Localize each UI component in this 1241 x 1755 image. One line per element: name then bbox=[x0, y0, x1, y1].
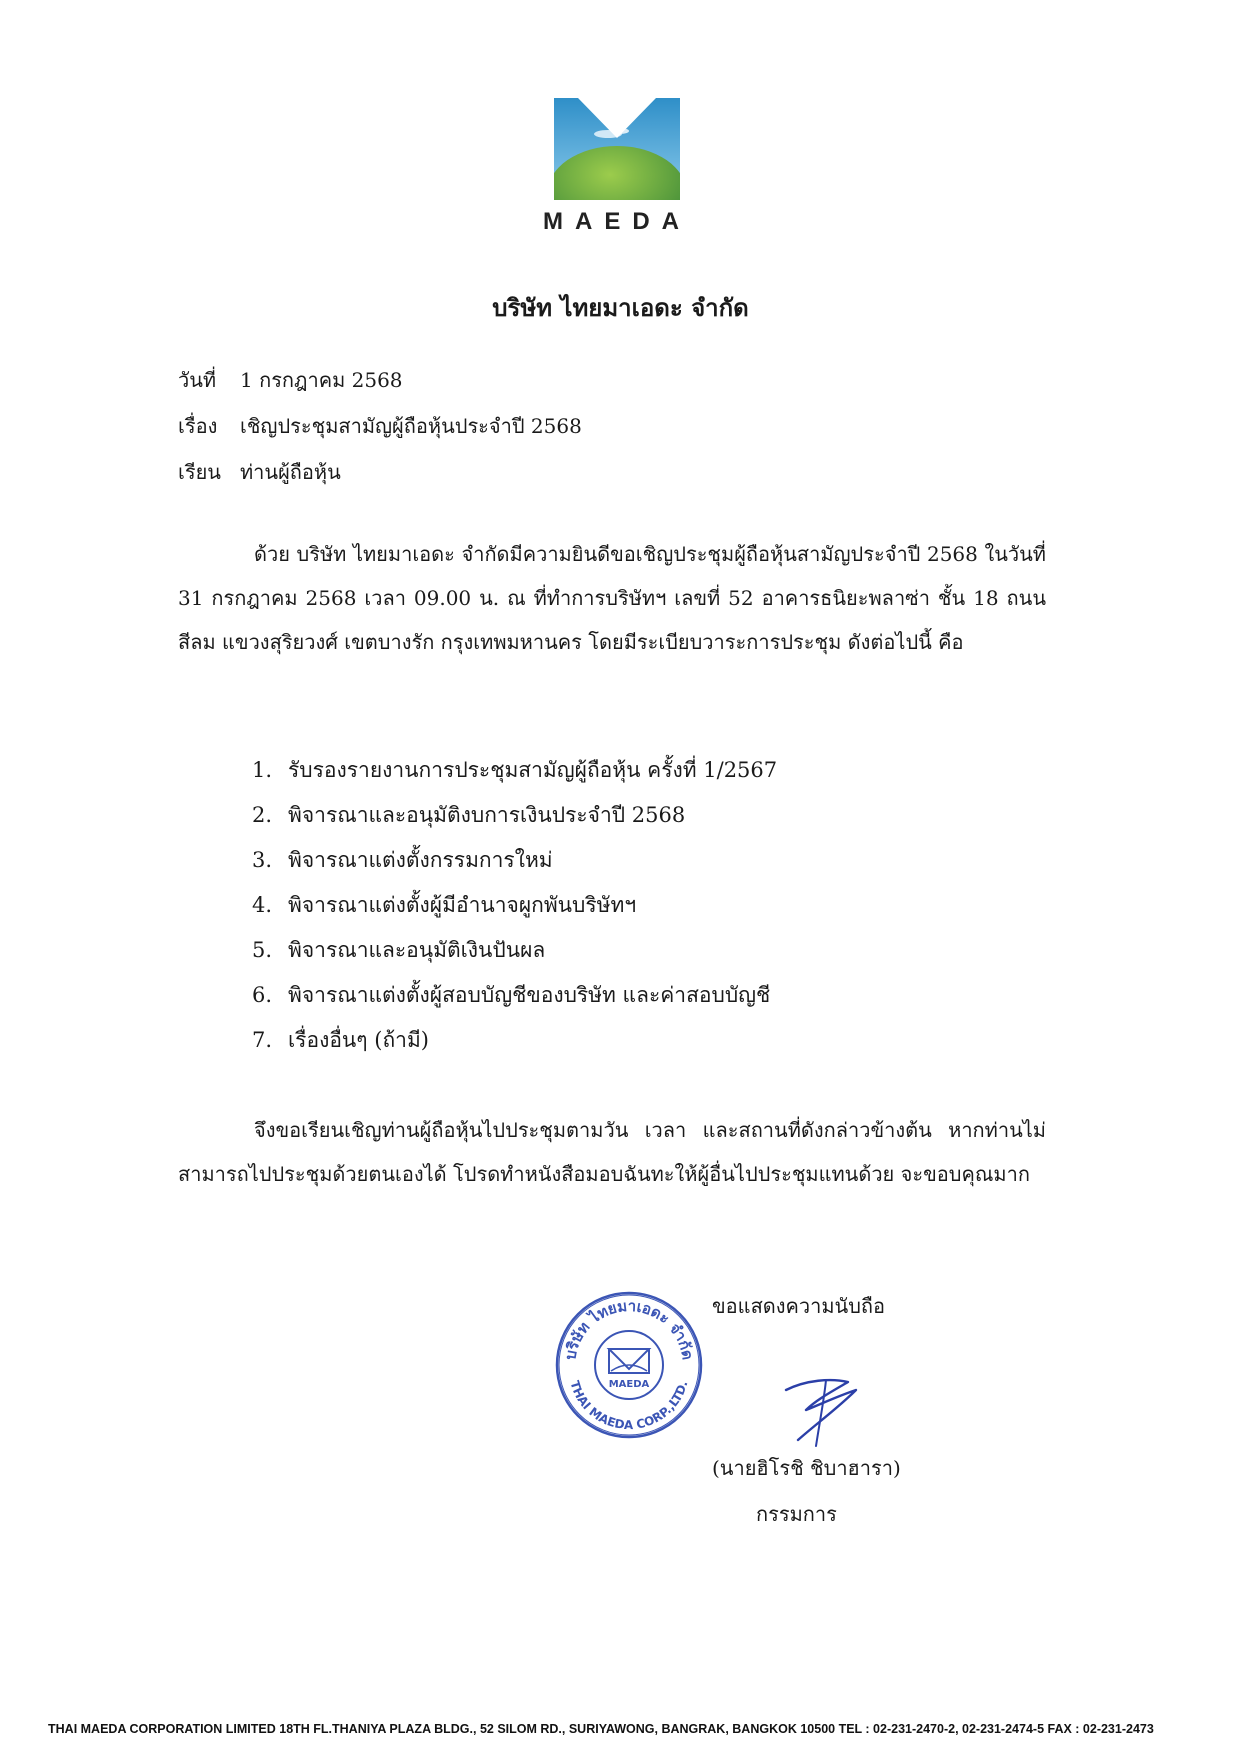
subject-value: เชิญประชุมสามัญผู้ถือหุ้นประจำปี 2568 bbox=[240, 414, 582, 438]
recipient-value: ท่านผู้ถือหุ้น bbox=[240, 460, 341, 484]
agenda-text: เรื่องอื่นๆ (ถ้ามี) bbox=[288, 1028, 429, 1052]
svg-text:บริษัท ไทยมาเอดะ จำกัด bbox=[561, 1297, 697, 1361]
handwritten-signature-icon bbox=[776, 1370, 866, 1450]
subject-line bbox=[178, 410, 582, 442]
agenda-text: พิจารณาแต่งตั้งผู้มีอำนาจผูกพันบริษัทฯ bbox=[288, 893, 637, 917]
agenda-number: 5. bbox=[252, 938, 273, 962]
agenda-item bbox=[252, 754, 777, 799]
agenda-item bbox=[252, 844, 777, 889]
agenda-text: พิจารณาและอนุมัติงบการเงินประจำปี 2568 bbox=[288, 803, 686, 827]
company-name: บริษัท ไทยมาเอดะ จำกัด bbox=[492, 293, 749, 322]
recipient-label: เรียน bbox=[178, 460, 221, 484]
signer-position: กรรมการ bbox=[756, 1502, 837, 1526]
closing-paragraph bbox=[178, 1108, 1046, 1196]
agenda-text: พิจารณาและอนุมัติเงินปันผล bbox=[288, 938, 546, 962]
agenda-number: 7. bbox=[252, 1028, 273, 1052]
sign-off-closing: ขอแสดงความนับถือ bbox=[712, 1294, 886, 1318]
agenda-number: 2. bbox=[252, 803, 273, 827]
stamp-english-text: THAI MAEDA CORP.,LTD. bbox=[567, 1379, 691, 1433]
intro-text: ด้วย บริษัท ไทยมาเอดะ จำกัดมีความยินดีขอเชิญประชุมผู้ถือหุ้นสามัญประจำปี 2568 ในวันที่ 31 กรกฎาคม 2568 เวลา 09.00 น. ณ ที่ทำการบริษัทฯ เลขที่ 52 อาคารธนิยะพลาซ่า ชั้น 18 ถนนสีลม แขวงสุริยวงศ์ เขตบางรัก กรุงเทพมหานคร โดยมีระเบียบวาระการประชุม ดังต่อไปนี้ คือ bbox=[178, 542, 1046, 654]
agenda-item bbox=[252, 1024, 777, 1069]
date-value: 1 กรกฎาคม 2568 bbox=[240, 368, 403, 392]
agenda-item bbox=[252, 979, 777, 1024]
stamp-inner-word: MAEDA bbox=[608, 1379, 650, 1390]
agenda-number: 4. bbox=[252, 893, 273, 917]
logo-wordmark: MAEDA bbox=[543, 208, 691, 235]
agenda-item bbox=[252, 889, 777, 934]
agenda-item bbox=[252, 934, 777, 979]
signer-name: (นายฮิโรชิ ชิบาฮารา) bbox=[712, 1456, 901, 1480]
agenda-text: พิจารณาแต่งตั้งผู้สอบบัญชีของบริษัท และค่าสอบบัญชี bbox=[288, 983, 771, 1007]
intro-paragraph bbox=[178, 532, 1046, 664]
recipient-line bbox=[178, 456, 341, 488]
agenda-number: 3. bbox=[252, 848, 273, 872]
agenda-text: พิจารณาแต่งตั้งกรรมการใหม่ bbox=[288, 848, 553, 872]
agenda-number: 1. bbox=[252, 758, 273, 782]
agenda-text: รับรองรายงานการประชุมสามัญผู้ถือหุ้น ครั้งที่ 1/2567 bbox=[288, 758, 778, 782]
closing-text: จึงขอเรียนเชิญท่านผู้ถือหุ้นไปประชุมตามวัน เวลา และสถานที่ดังกล่าวข้างต้น หากท่านไม่สามารถไปประชุมด้วยตนเองได้ โปรดทำหนังสือมอบฉันทะให้ผู้อื่นไปประชุมแทนด้วย จะขอบคุณมาก bbox=[178, 1118, 1046, 1186]
stamp-thai-text: บริษัท ไทยมาเอดะ จำกัด bbox=[561, 1296, 697, 1362]
agenda-number: 6. bbox=[252, 983, 273, 1007]
company-stamp-icon bbox=[553, 1289, 705, 1441]
agenda-item bbox=[252, 799, 777, 844]
footer-address: THAI MAEDA CORPORATION LIMITED 18TH FL.THANIYA PLAZA BLDG., 52 SILOM RD., SURIYAWONG, BANGRAK, BANGKOK 10500 TEL : 02-231-2470-2, 02-231-2474-5 FAX : 02-231-2473 bbox=[48, 1722, 1154, 1736]
date-line bbox=[178, 364, 403, 396]
subject-label: เรื่อง bbox=[178, 414, 218, 438]
date-label: วันที่ bbox=[178, 368, 217, 392]
agenda-list bbox=[252, 754, 777, 1069]
maeda-logo-icon bbox=[554, 98, 680, 200]
